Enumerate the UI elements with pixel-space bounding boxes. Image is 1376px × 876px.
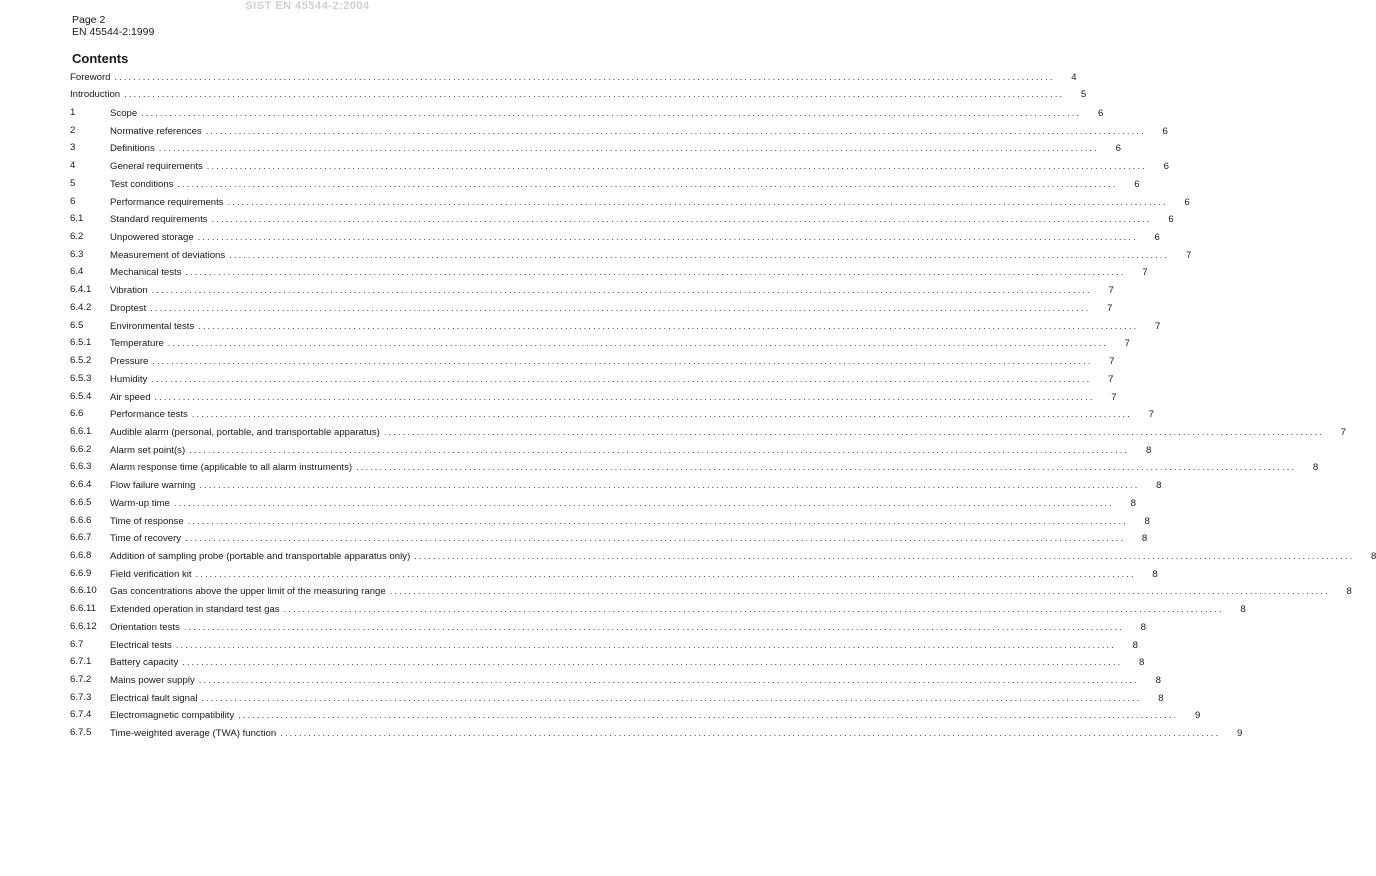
- dot-leader: ........................................................................................................................................................................................................: [151, 373, 1092, 384]
- toc-entry-page: 8: [1371, 551, 1376, 562]
- toc-entry-number: 3: [70, 142, 76, 154]
- toc-entry-title: Alarm response time (applicable to all alarm instruments): [110, 461, 356, 475]
- toc-entry-page: 8: [1141, 533, 1148, 545]
- toc-entry-title: Mechanical tests: [110, 266, 185, 280]
- toc-entry-page: 7: [1107, 302, 1113, 314]
- toc-entry-page: 7: [1109, 356, 1115, 368]
- toc-entry[interactable]: [70, 159, 1169, 173]
- toc-entry-number: 6: [70, 195, 76, 207]
- dot-leader: ........................................................................................................................................................................................................: [356, 462, 1297, 473]
- dot-leader: ........................................................................................................................................................................................................: [187, 515, 1128, 526]
- dot-leader: ........................................................................................................................................................................................................: [191, 409, 1132, 420]
- toc-entry-page: 9: [1236, 728, 1243, 740]
- toc-entry-page: 7: [1111, 391, 1117, 403]
- toc-entry[interactable]: [70, 584, 1352, 598]
- toc-entry-page: 6: [1163, 161, 1169, 173]
- document-reference: EN 45544-2:1999: [72, 26, 155, 38]
- toc-entry-title: Extended operation in standard test gas: [110, 603, 284, 617]
- toc-entry-title: Performance tests: [110, 408, 192, 422]
- dot-leader: ........................................................................................................................................................................................................: [283, 604, 1224, 615]
- dot-leader: ........................................................................................................................................................................................................: [114, 72, 1055, 82]
- toc-entry-number: 6.6.10: [70, 585, 97, 597]
- toc-entry-title: Standard requirements: [110, 213, 212, 227]
- dot-leader: ........................................................................................................................................................................................................: [227, 196, 1168, 207]
- toc-entry-title: Scope: [110, 107, 141, 121]
- toc-entry-number: 2: [70, 124, 76, 136]
- toc-entry[interactable]: [70, 726, 1243, 740]
- dot-leader: ........................................................................................................................................................................................................: [238, 710, 1179, 721]
- toc-entry[interactable]: [70, 124, 1168, 138]
- toc-entry-page: 7: [1108, 373, 1114, 385]
- toc-entry-number: 6.2: [70, 231, 84, 243]
- toc-entry-page: 7: [1155, 320, 1161, 332]
- toc-entry-number: 6.6.11: [70, 603, 96, 615]
- page-header: [72, 14, 154, 38]
- toc-entry-title: Orientation tests: [110, 621, 184, 635]
- dot-leader: ........................................................................................................................................................................................................: [205, 125, 1146, 136]
- toc-entry-title: Environmental tests: [110, 320, 198, 334]
- toc-entry-page: 5: [1080, 89, 1087, 100]
- toc-entry[interactable]: [70, 514, 1150, 528]
- toc-entry[interactable]: [70, 177, 1140, 191]
- toc-entry-page: 6: [1162, 125, 1168, 137]
- toc-entry[interactable]: [70, 549, 1376, 563]
- toc-entry-number: 6.6.9: [70, 567, 92, 579]
- toc-entry-title: Battery capacity: [110, 656, 182, 670]
- toc-entry-title: Warm-up time: [110, 497, 174, 511]
- toc-entry-title: Audible alarm (personal, portable, and transportable apparatus): [110, 426, 384, 440]
- toc-entry-page: 8: [1346, 586, 1352, 598]
- dot-leader: ........................................................................................................................................................................................................: [280, 728, 1221, 739]
- toc-entry-title: Mains power supply: [110, 674, 199, 688]
- toc-entry-page: 6: [1115, 143, 1121, 155]
- toc-entry-title: Time of recovery: [110, 532, 185, 546]
- toc-entry-number: 6.4.2: [70, 301, 92, 313]
- toc-entry-number: 6.5.2: [70, 355, 92, 367]
- dot-leader: ........................................................................................................................................................................................................: [211, 214, 1152, 225]
- toc-entry-number: 6.7.4: [70, 709, 92, 721]
- dot-leader: ........................................................................................................................................................................................................: [150, 302, 1091, 313]
- toc-entry-page: 8: [1152, 568, 1158, 580]
- dot-leader: ........................................................................................................................................................................................................: [198, 675, 1139, 686]
- dot-leader: ........................................................................................................................................................................................................: [383, 426, 1324, 437]
- toc-entry-title: Time of response: [110, 515, 188, 529]
- toc-entry-title: Foreword: [70, 71, 115, 85]
- toc-entry-number: 6.5.1: [70, 337, 92, 349]
- toc-entry[interactable]: [70, 141, 1121, 155]
- toc-entry-number: 6.1: [70, 213, 84, 225]
- dot-leader: ........................................................................................................................................................................................................: [389, 586, 1330, 597]
- toc-entry[interactable]: [70, 195, 1190, 209]
- watermark: SIST EN 45544-2:2004: [245, 0, 370, 12]
- toc-entry[interactable]: [70, 496, 1136, 510]
- toc-entry-page: 4: [1071, 72, 1077, 83]
- toc-entry-number: 6.7.3: [70, 691, 92, 703]
- toc-entry-number: 6.7.5: [70, 727, 92, 739]
- dot-leader: ........................................................................................................................................................................................................: [197, 232, 1138, 243]
- toc-entry[interactable]: [70, 301, 1113, 315]
- toc-entry-title: Introduction: [70, 88, 124, 102]
- toc-entry-title: Flow failure warning: [110, 479, 199, 493]
- toc-entry-title: Electrical tests: [110, 639, 176, 653]
- toc-entry-page: 6: [1154, 232, 1160, 244]
- dot-leader: ........................................................................................................................................................................................................: [198, 320, 1139, 331]
- toc-entry-title: Air speed: [110, 391, 155, 405]
- toc-entry-number: 6.4: [70, 266, 84, 278]
- toc-entry-title: Normative references: [110, 125, 206, 139]
- toc-entry-title: Measurement of deviations: [110, 249, 229, 263]
- dot-leader: ........................................................................................................................................................................................................: [175, 639, 1116, 650]
- toc-entry[interactable]: [70, 390, 1117, 404]
- toc-entry[interactable]: [70, 673, 1161, 687]
- toc-entry-page: 9: [1195, 710, 1201, 722]
- dot-leader: ........................................................................................................................................................................................................: [151, 285, 1092, 296]
- toc-entry-title: Gas concentrations above the upper limit of the measuring range: [110, 585, 390, 599]
- contents-title: Contents: [72, 51, 129, 66]
- toc-entry-page: 7: [1142, 267, 1148, 279]
- toc-entry-number: 4: [70, 160, 76, 172]
- toc-entry-number: 6.6.6: [70, 514, 92, 526]
- toc-entry[interactable]: [70, 620, 1146, 634]
- toc-entry[interactable]: [70, 425, 1346, 439]
- dot-leader: ........................................................................................................................................................................................................: [229, 249, 1170, 260]
- toc-entry-title: Time-weighted average (TWA) function: [110, 727, 280, 741]
- dot-leader: ........................................................................................................................................................................................................: [141, 108, 1082, 118]
- toc-entry-page: 8: [1240, 604, 1246, 616]
- toc-entry-title: Pressure: [110, 355, 152, 369]
- toc-entry-page: 7: [1148, 409, 1154, 421]
- toc-entry-page: 8: [1155, 675, 1161, 687]
- toc-entry-title: Field verification kit: [110, 568, 196, 582]
- toc-entry-title: Performance requirements: [110, 196, 228, 210]
- toc-entry[interactable]: [70, 354, 1115, 368]
- dot-leader: ........................................................................................................................................................................................................: [124, 89, 1065, 99]
- toc-entry-title: Electrical fault signal: [110, 692, 201, 706]
- toc-entry-page: 7: [1340, 426, 1346, 438]
- toc-entry-title: Humidity: [110, 373, 151, 387]
- toc-entry-page: 8: [1144, 515, 1150, 527]
- toc-entry-title: Vibration: [110, 284, 152, 298]
- toc-entry-number: 6.6.8: [70, 550, 92, 561]
- toc-entry-title: Alarm set point(s): [110, 444, 189, 458]
- toc-entry[interactable]: [70, 478, 1162, 492]
- toc-entry[interactable]: [70, 248, 1192, 262]
- dot-leader: ........................................................................................................................................................................................................: [201, 692, 1142, 703]
- toc-entry-number: 5: [70, 177, 76, 189]
- dot-leader: ........................................................................................................................................................................................................: [185, 267, 1126, 278]
- toc-entry-page: 8: [1139, 657, 1145, 669]
- toc-entry[interactable]: [70, 87, 1087, 101]
- toc-entry-number: 6.6.4: [70, 479, 92, 491]
- toc-entry[interactable]: [70, 691, 1164, 705]
- toc-entry-title: General requirements: [110, 160, 207, 174]
- toc-entry[interactable]: [70, 283, 1114, 297]
- toc-entry-number: 1: [70, 107, 76, 118]
- toc-entry-page: 8: [1156, 480, 1162, 492]
- dot-leader: ........................................................................................................................................................................................................: [195, 568, 1136, 579]
- toc-entry[interactable]: [70, 319, 1161, 333]
- toc-entry[interactable]: [70, 708, 1201, 722]
- toc-entry-title: Electromagnetic compatibility: [110, 709, 238, 723]
- toc-entry-title: Temperature: [110, 337, 168, 351]
- toc-entry[interactable]: [70, 372, 1114, 386]
- toc-entry[interactable]: [70, 106, 1104, 120]
- toc-entry[interactable]: [70, 70, 1077, 84]
- dot-leader: ........................................................................................................................................................................................................: [152, 356, 1093, 367]
- dot-leader: ........................................................................................................................................................................................................: [182, 657, 1123, 668]
- dot-leader: ........................................................................................................................................................................................................: [206, 161, 1147, 172]
- toc-entry-page: 7: [1124, 338, 1130, 350]
- toc-entry-number: 6.6.3: [70, 461, 92, 473]
- toc-entry-title: Definitions: [110, 142, 159, 156]
- toc-entry[interactable]: [70, 655, 1145, 669]
- toc-entry-title: Droptest: [110, 302, 150, 316]
- toc-entry-number: 6.6.5: [70, 496, 92, 508]
- dot-leader: ........................................................................................................................................................................................................: [177, 178, 1118, 189]
- toc-entry-page: 7: [1185, 249, 1192, 261]
- toc-entry-title: Unpowered storage: [110, 231, 198, 245]
- toc-entry-page: 8: [1132, 639, 1138, 651]
- dot-leader: ........................................................................................................................................................................................................: [183, 621, 1124, 632]
- toc-entry-page: 8: [1130, 497, 1136, 509]
- dot-leader: ........................................................................................................................................................................................................: [154, 391, 1095, 402]
- toc-entry[interactable]: [70, 602, 1246, 616]
- toc-entry[interactable]: [70, 230, 1160, 244]
- toc-entry[interactable]: [70, 265, 1148, 279]
- toc-entry-page: 6: [1168, 214, 1174, 226]
- toc-entry-title: Addition of sampling probe (portable and transportable apparatus only): [110, 550, 414, 564]
- toc-entry-page: 6: [1184, 196, 1190, 208]
- dot-leader: ........................................................................................................................................................................................................: [158, 143, 1099, 154]
- toc-entry[interactable]: [70, 212, 1174, 226]
- toc-entry-number: 6.6.1: [70, 425, 92, 437]
- toc-entry-page: 7: [1108, 285, 1114, 297]
- toc-entry-page: 6: [1097, 108, 1104, 119]
- toc-entry[interactable]: [70, 567, 1158, 581]
- toc-entry[interactable]: [70, 336, 1130, 350]
- toc-entry-number: 6.6.7: [70, 532, 92, 544]
- toc-entry-number: 6.5.3: [70, 372, 92, 384]
- toc-entry[interactable]: [70, 531, 1148, 545]
- dot-leader: ........................................................................................................................................................................................................: [414, 551, 1355, 561]
- toc-entry-page: 8: [1140, 621, 1146, 633]
- toc-entry-number: 6.6: [70, 408, 84, 420]
- toc-entry-number: 6.7: [70, 638, 84, 650]
- toc-entry-number: 6.5: [70, 319, 84, 331]
- toc-entry-page: 8: [1312, 462, 1319, 474]
- toc-entry-number: 6.7.1: [70, 656, 92, 668]
- toc-entry-page: 8: [1158, 692, 1164, 704]
- page-label: Page 2: [72, 14, 106, 26]
- toc-entry-title: Test conditions: [110, 178, 177, 192]
- toc-entry-number: 6.3: [70, 248, 84, 260]
- dot-leader: ........................................................................................................................................................................................................: [167, 338, 1108, 349]
- toc-entry-number: 6.5.4: [70, 390, 92, 402]
- dot-leader: ........................................................................................................................................................................................................: [199, 480, 1140, 491]
- toc-entry-number: 6.7.2: [70, 674, 92, 686]
- toc-entry-number: 6.6.12: [70, 620, 97, 632]
- toc-entry-page: 6: [1134, 178, 1140, 190]
- dot-leader: ........................................................................................................................................................................................................: [189, 444, 1130, 455]
- toc-entry[interactable]: [70, 407, 1154, 421]
- dot-leader: ........................................................................................................................................................................................................: [173, 497, 1114, 508]
- toc-entry-number: 6.6.2: [70, 443, 92, 455]
- toc-entry[interactable]: [70, 460, 1319, 474]
- toc-entry[interactable]: [70, 443, 1152, 457]
- toc-entry-number: 6.4.1: [70, 284, 92, 296]
- dot-leader: ........................................................................................................................................................................................................: [185, 533, 1126, 544]
- toc-entry[interactable]: [70, 638, 1138, 652]
- toc-entry-page: 8: [1145, 444, 1152, 456]
